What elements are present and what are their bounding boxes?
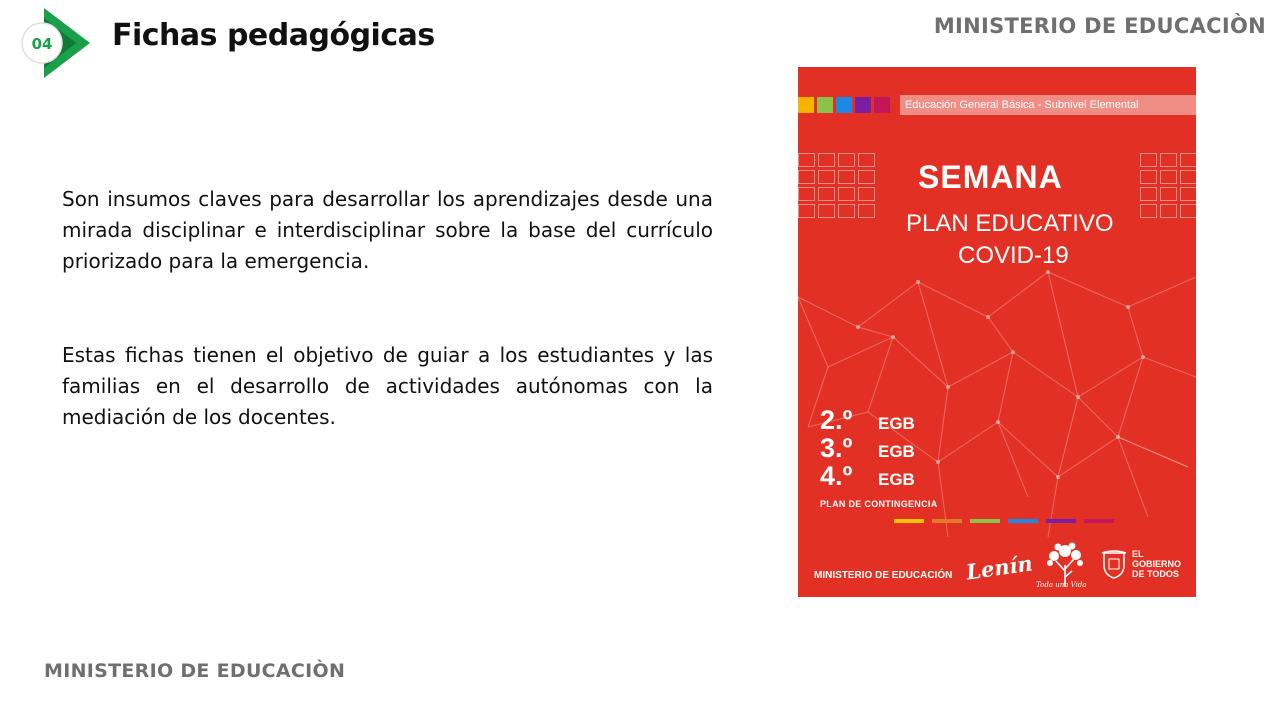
color-chip [874, 97, 890, 113]
paragraph-1: Son insumos claves para desarrollar los aprendizajes desde una mirada disciplinar e interdisciplinar sobre la base del currículo priorizado para la emergencia. [62, 187, 713, 273]
color-stripe [970, 519, 1000, 523]
cover-plan-title: PLAN EDUCATIVO [906, 210, 1114, 237]
grade-level: EGB [878, 414, 915, 433]
government-line: EL [1132, 549, 1144, 559]
ministry-logo-top: MINISTERIO DE EDUCACIÒN [933, 14, 1266, 38]
grid-decoration-right [1140, 153, 1196, 218]
booklet-cover-image [798, 67, 1196, 597]
grade-number: 2.º [820, 405, 853, 435]
cover-ministry-label: MINISTERIO DE EDUCACIÓN [814, 570, 953, 581]
coat-of-arms-icon [1100, 549, 1128, 579]
cover-subtitle: Educación General Básica - Subnivel Elemental [900, 95, 1196, 115]
grade-level: EGB [878, 470, 915, 489]
color-chip [817, 97, 833, 113]
cover-covid-title: COVID-19 [958, 242, 1069, 269]
color-stripes [894, 519, 1114, 523]
color-chip [855, 97, 871, 113]
grade-number: 4.º [820, 461, 853, 491]
government-line: GOBIERNO [1132, 559, 1182, 569]
grade-level: EGB [878, 442, 915, 461]
grade-list [820, 405, 915, 489]
color-chips [798, 97, 890, 113]
network-decoration [798, 67, 1196, 597]
color-stripe [932, 519, 962, 523]
motto-text: Toda una Vida [1036, 581, 1087, 589]
grade-number: 3.º [820, 433, 853, 463]
grade-row [820, 405, 915, 433]
contingency-label: PLAN DE CONTINGENCIA [820, 499, 938, 509]
ministry-logo-bottom: MINISTERIO DE EDUCACIÒN [44, 660, 346, 682]
government-line: DE TODOS [1132, 569, 1179, 579]
slide-title: Fichas pedagógicas [112, 18, 435, 53]
color-stripe [1046, 519, 1076, 523]
signature-logo: Lenín [964, 550, 1035, 585]
government-logo [1132, 549, 1181, 579]
color-chip [836, 97, 852, 113]
slide-number-badge [20, 8, 92, 78]
grade-row [820, 433, 915, 461]
grade-row [820, 461, 915, 489]
color-chip [798, 97, 814, 113]
cover-week-label: SEMANA [918, 159, 1063, 195]
paragraph-2: Estas fichas tienen el objetivo de guiar a los estudiantes y las familias en el desarrollo de actividades autónomas con la mediación de los docentes. [62, 343, 713, 429]
grid-decoration-left [798, 153, 875, 218]
slide-number: 04 [31, 35, 53, 53]
color-stripe [1008, 519, 1038, 523]
color-stripe [1084, 519, 1114, 523]
color-stripe [894, 519, 924, 523]
